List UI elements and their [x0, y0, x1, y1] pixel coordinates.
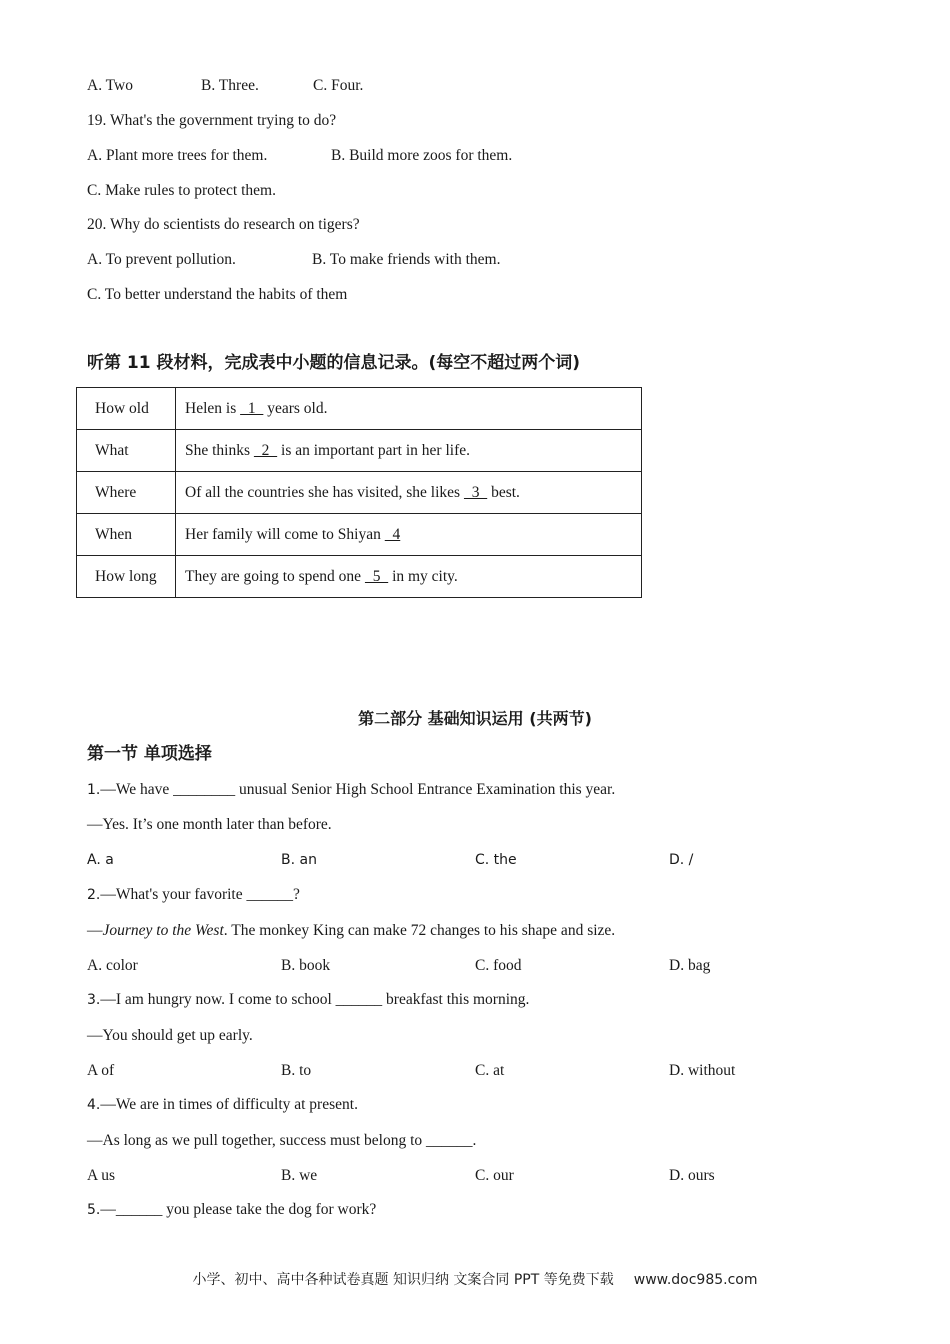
row-text-after: is an important part in her life.	[277, 441, 470, 459]
question-text: —We are in times of difficulty at present.	[100, 1096, 358, 1113]
q18-option-b: B. Three.	[201, 77, 259, 94]
q2-option-c: C. food	[475, 957, 522, 974]
q3-option-b: B. to	[281, 1062, 312, 1079]
table-row	[77, 430, 642, 472]
question-number: 4.	[87, 1097, 101, 1113]
info-record-table	[76, 387, 642, 598]
section-1-title: 第一节 单项选择	[87, 744, 212, 764]
row-label: How long	[77, 556, 176, 598]
question-text: —We have ________ unusual Senior High School Entrance Examination this year.	[100, 781, 616, 798]
q19-option-b: B. Build more zoos for them.	[331, 147, 513, 164]
q20-option-c: C. To better understand the habits of them	[87, 286, 348, 303]
table-row	[77, 472, 642, 514]
question-text: —I am hungry now. I come to school ______ breakfast this morning.	[100, 991, 530, 1008]
row-label: When	[77, 514, 176, 556]
q19-stem: 19. What's the government trying to do?	[87, 112, 337, 129]
question-2-line-2	[87, 921, 615, 941]
row-content	[176, 514, 642, 556]
footer-text: 小学、初中、高中各种试卷真题 知识归纳 文案合同 PPT 等免费下载	[192, 1272, 614, 1288]
row-text-after: best.	[487, 483, 520, 501]
question-5-line-1	[87, 1200, 376, 1220]
question-number: 5.	[87, 1202, 101, 1218]
answer-blank-4: 4	[384, 525, 401, 543]
q18-option-c: C. Four.	[313, 77, 364, 94]
question-1-line-1	[87, 780, 615, 800]
table-row	[77, 514, 642, 556]
question-1-line-2: —Yes. It’s one month later than before.	[87, 816, 332, 833]
q2-option-d: D. bag	[669, 957, 711, 974]
q4-option-a: A us	[87, 1167, 115, 1184]
q2-option-b: B. book	[281, 957, 331, 974]
q2-option-a: A. color	[87, 957, 138, 974]
row-label: How old	[77, 388, 176, 430]
question-3-line-1	[87, 990, 529, 1010]
q4-option-c: C. our	[475, 1167, 514, 1184]
row-text-before: Of all the countries she has visited, she likes	[185, 483, 464, 501]
q20-option-a: A. To prevent pollution.	[87, 251, 236, 268]
question-number: 3.	[87, 992, 101, 1008]
question-text: . The monkey King can make 72 changes to his shape and size.	[223, 922, 616, 939]
question-2-line-1	[87, 885, 300, 905]
page-footer	[0, 1269, 950, 1289]
q20-stem: 20. Why do scientists do research on tigers?	[87, 216, 360, 233]
answer-blank-2: 2	[253, 441, 278, 459]
q1-option-c: C. the	[475, 852, 517, 868]
row-label: What	[77, 430, 176, 472]
q3-option-d: D. without	[669, 1062, 736, 1079]
book-title: Journey to the West	[102, 922, 224, 939]
dash: —	[87, 922, 103, 939]
q4-option-b: B. we	[281, 1167, 318, 1184]
q1-option-a: A. a	[87, 852, 114, 868]
row-text-before: She thinks	[185, 441, 254, 459]
question-4-line-1	[87, 1095, 358, 1115]
footer-url[interactable]: www.doc985.com	[633, 1272, 758, 1288]
row-label: Where	[77, 472, 176, 514]
part-2-title: 第二部分 基础知识运用 (共两节)	[358, 709, 592, 728]
table-row	[77, 556, 642, 598]
row-text-before: Her family will come to Shiyan	[185, 525, 385, 543]
answer-blank-5: 5	[364, 567, 389, 585]
question-text: —______ you please take the dog for work?	[100, 1201, 377, 1218]
q20-option-b: B. To make friends with them.	[312, 251, 501, 268]
q1-option-b: B. an	[281, 852, 317, 868]
q19-option-c: C. Make rules to protect them.	[87, 182, 276, 199]
q18-option-a: A. Two	[87, 77, 133, 94]
row-content	[176, 430, 642, 472]
table-row	[77, 388, 642, 430]
row-content	[176, 472, 642, 514]
q1-option-d: D. /	[669, 852, 694, 868]
question-4-line-2: —As long as we pull together, success must belong to ______.	[87, 1132, 477, 1149]
answer-blank-3: 3	[463, 483, 488, 501]
row-text-after: years old.	[263, 399, 328, 417]
q3-option-c: C. at	[475, 1062, 505, 1079]
q19-option-a: A. Plant more trees for them.	[87, 147, 268, 164]
row-text-before: Helen is	[185, 399, 241, 417]
row-content	[176, 388, 642, 430]
row-content	[176, 556, 642, 598]
q4-option-d: D. ours	[669, 1167, 715, 1184]
row-text-before: They are going to spend one	[185, 567, 365, 585]
section-11-title: 听第 11 段材料，完成表中小题的信息记录。(每空不超过两个词)	[87, 353, 581, 373]
question-number: 2.	[87, 887, 101, 903]
q3-option-a: A of	[87, 1062, 115, 1079]
answer-blank-1: 1	[240, 399, 264, 417]
question-3-line-2: —You should get up early.	[87, 1027, 253, 1044]
question-text: —What's your favorite ______?	[100, 886, 300, 903]
row-text-after: in my city.	[388, 567, 458, 585]
question-number: 1.	[87, 782, 101, 798]
